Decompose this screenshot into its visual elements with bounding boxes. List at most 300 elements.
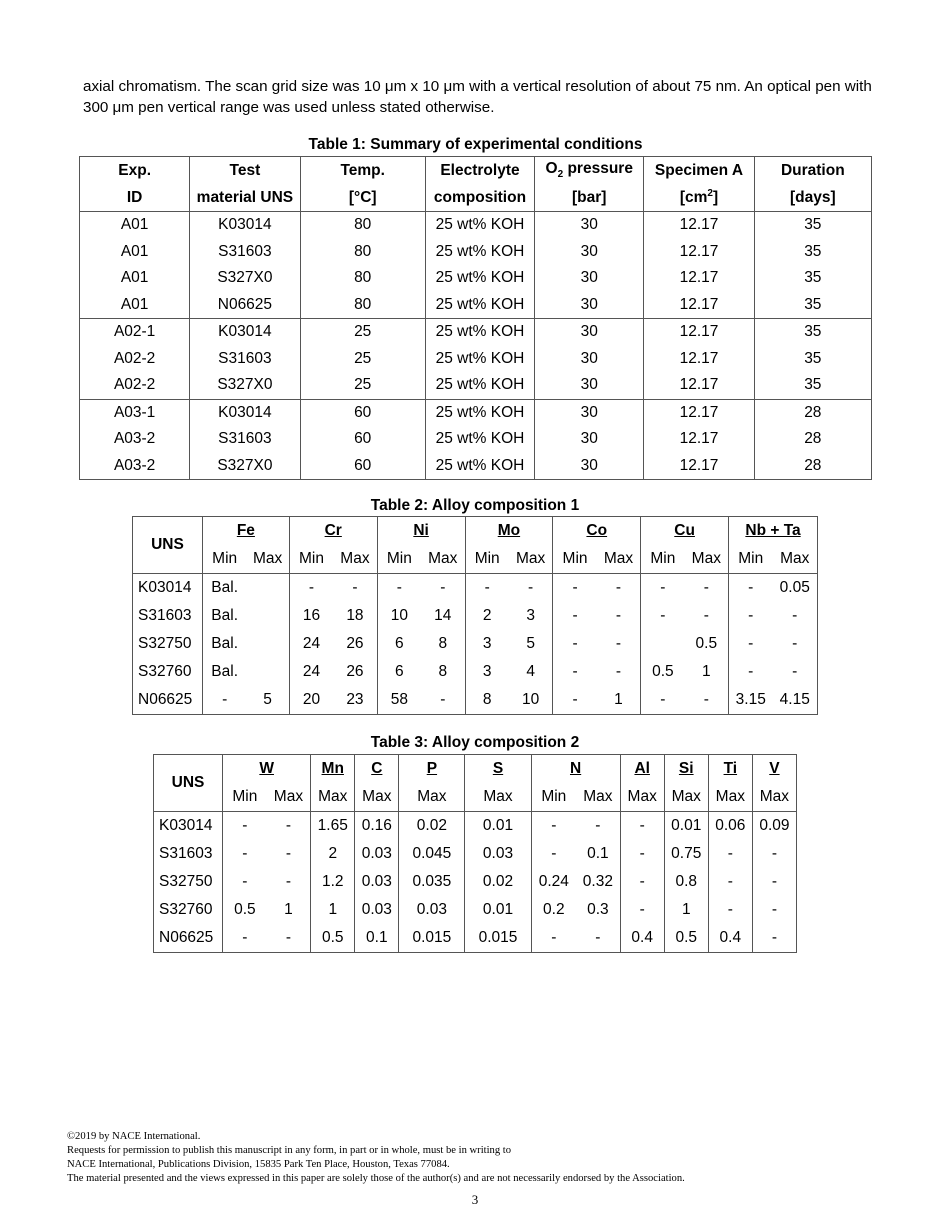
table-cell: - (615, 607, 622, 624)
table-cell: 0.5 (664, 924, 708, 953)
table-cell: - (553, 658, 597, 686)
element-header: Mn (311, 755, 355, 784)
table-row (80, 319, 872, 346)
table-cell: 60 (300, 453, 425, 480)
table-cell: 0.045 (399, 840, 465, 868)
table-cell: 0.03 (355, 868, 399, 896)
sub-header: Max (311, 783, 355, 812)
header-cell-o2: $O_2$ pressure (535, 157, 644, 185)
table-cell: 0.02 (465, 868, 531, 896)
table-cell: - (352, 579, 358, 596)
max-header: Max (515, 550, 546, 567)
table-cell: A01 (80, 265, 190, 292)
table-cell: 0.05 (779, 579, 810, 596)
table-cell: 23 (346, 691, 364, 708)
max-header: Max (691, 550, 721, 567)
table-cell: 1.65 (311, 812, 355, 841)
table-cell: 5 (263, 691, 272, 708)
table-cell: 0.01 (465, 812, 531, 841)
table-cell: 1 (702, 663, 711, 680)
table-cell: 25 wt% KOH (425, 292, 534, 319)
header-cell-area: $[cm^2]$ (644, 184, 754, 212)
table-cell: 0.035 (399, 868, 465, 896)
table-cell: - (595, 929, 601, 946)
table-row (133, 630, 818, 658)
table-cell (246, 630, 289, 658)
table-cell: - (729, 630, 773, 658)
table-cell: - (223, 840, 267, 868)
table-cell: 30 (535, 319, 644, 346)
page-number: 3 (471, 1192, 479, 1207)
table-cell: 0.32 (582, 873, 613, 890)
table-row (80, 346, 872, 373)
max-header: Max (603, 550, 634, 567)
table-cell: - (285, 845, 292, 862)
table-cell: - (440, 691, 446, 708)
intro-paragraph: axial chromatism. The scan grid size was 10 μm x 10 μm with a vertical resolution of about 75 nm. An optical pen with 300 μm pen vertical range was used unless stated otherwise. (83, 78, 872, 116)
table-cell: S327X0 (190, 372, 300, 399)
table-cell: 25 wt% KOH (425, 426, 534, 453)
table-cell: 18 (346, 607, 364, 624)
table-cell: 5 (526, 635, 535, 652)
table-row (80, 399, 872, 426)
table-cell: - (553, 630, 597, 658)
element-header: Cu (641, 517, 729, 546)
table-cell: - (528, 579, 534, 596)
table-cell: 0.3 (587, 901, 609, 918)
table-cell: Bal. (202, 658, 246, 686)
table-cell: 30 (535, 372, 644, 399)
table-cell: - (615, 635, 622, 652)
table-cell: 0.2 (531, 896, 576, 924)
table-cell: 1 (311, 896, 355, 924)
table-row (80, 292, 872, 319)
table-cell: - (615, 579, 622, 596)
alloy-composition-1-table (132, 516, 818, 715)
table-cell: 12.17 (644, 453, 754, 480)
table-cell: 0.01 (664, 812, 708, 841)
table-cell: 80 (300, 212, 425, 239)
table-cell: 2 (465, 602, 509, 630)
table-cell: 30 (535, 212, 644, 239)
table-cell: 35 (754, 212, 871, 239)
element-header: S (465, 755, 531, 784)
table-cell: 1 (284, 901, 293, 918)
element-header: Co (553, 517, 641, 546)
element-header: V (752, 755, 796, 784)
table-cell: - (703, 579, 709, 596)
table-cell: 8 (465, 686, 509, 715)
uns-header: UNS (133, 517, 203, 574)
table-cell: 0.5 (311, 924, 355, 953)
min-header: Min (202, 545, 246, 574)
table-cell: S31603 (190, 346, 300, 373)
min-header: Min (465, 545, 509, 574)
table-cell: 0.75 (664, 840, 708, 868)
table-cell: 12.17 (644, 319, 754, 346)
table-row (133, 686, 818, 715)
table-row (80, 453, 872, 480)
table-row (133, 602, 818, 630)
table-cell: K03014 (190, 399, 300, 426)
header-cell: [°C] (300, 184, 425, 212)
experimental-conditions-table (79, 156, 872, 480)
table-cell: 3 (526, 607, 535, 624)
table-cell: - (223, 812, 267, 841)
table-cell: A01 (80, 292, 190, 319)
table-cell: N06625 (190, 292, 300, 319)
max-header: Max (780, 550, 810, 567)
table-cell: 0.03 (465, 840, 531, 868)
element-header: Nb + Ta (729, 517, 818, 546)
table-cell: 16 (289, 602, 333, 630)
table-cell: - (440, 579, 446, 596)
table-cell: 6 (377, 658, 421, 686)
element-header: W (223, 755, 311, 784)
table-cell: - (620, 812, 664, 841)
table-cell: 0.03 (355, 840, 399, 868)
table-cell: - (553, 686, 597, 715)
table-cell: - (465, 574, 509, 603)
uns-cell: K03014 (133, 574, 203, 603)
table-cell: - (703, 691, 709, 708)
table-cell: - (703, 607, 709, 624)
element-header: Al (620, 755, 664, 784)
table-cell: - (595, 817, 601, 834)
table-cell: S327X0 (190, 265, 300, 292)
table-cell: - (641, 686, 685, 715)
table-cell: - (615, 663, 622, 680)
sub-header: Max (752, 783, 796, 812)
table-cell: - (792, 607, 798, 624)
table-cell: - (285, 929, 292, 946)
alloy-composition-2-table (153, 754, 797, 953)
footer-line: NACE International, Publications Division, 15835 Park Ten Place, Houston, Texas 77084. (67, 1159, 450, 1170)
table-row (80, 212, 872, 239)
table-cell: 0.1 (355, 924, 399, 953)
table-cell: 10 (522, 691, 540, 708)
element-header: Cr (289, 517, 377, 546)
table-cell: - (553, 602, 597, 630)
table-cell: 12.17 (644, 372, 754, 399)
table-cell: Bal. (202, 630, 246, 658)
table-cell: 0.16 (355, 812, 399, 841)
table-cell: 25 wt% KOH (425, 399, 534, 426)
min-header: Min (377, 545, 421, 574)
table-cell: 4.15 (779, 691, 810, 708)
table-cell: 20 (289, 686, 333, 715)
table3-subheader-row (154, 783, 797, 812)
table-row (154, 840, 797, 868)
table-cell: 0.4 (708, 924, 752, 953)
table-cell: - (531, 924, 576, 953)
min-header: Min (553, 545, 597, 574)
table-cell: 25 wt% KOH (425, 239, 534, 266)
element-header: Ni (377, 517, 465, 546)
max-header: Max (340, 550, 370, 567)
element-header: C (355, 755, 399, 784)
table-cell: A03-2 (80, 453, 190, 480)
sub-header: Max (465, 783, 531, 812)
table-cell: 0.8 (664, 868, 708, 896)
table1-header-row (80, 184, 872, 212)
table-row (154, 868, 797, 896)
table-cell: A01 (80, 212, 190, 239)
table-cell: - (752, 840, 796, 868)
header-cell: [days] (754, 184, 871, 212)
table-cell: 25 wt% KOH (425, 372, 534, 399)
header-cell: Test (190, 157, 300, 185)
table-cell: 60 (300, 399, 425, 426)
sub-header: Max (355, 783, 399, 812)
table-cell: 35 (754, 239, 871, 266)
table-row (80, 265, 872, 292)
table-cell: S31603 (190, 426, 300, 453)
header-cell: composition (425, 184, 534, 212)
uns-cell: N06625 (133, 686, 203, 715)
table-cell: 1 (614, 691, 623, 708)
header-cell: [bar] (535, 184, 644, 212)
table-cell: - (531, 812, 576, 841)
table-cell: 0.06 (708, 812, 752, 841)
table-cell: 28 (754, 453, 871, 480)
table1-caption: Table 1: Summary of experimental conditions (308, 136, 643, 153)
table-row (154, 812, 797, 841)
table-cell: - (223, 868, 267, 896)
header-cell: Duration (754, 157, 871, 185)
table-cell: 35 (754, 319, 871, 346)
table-cell: 80 (300, 239, 425, 266)
table-cell: S327X0 (190, 453, 300, 480)
table-cell: - (729, 574, 773, 603)
min-header: Min (729, 545, 773, 574)
header-cell: ID (80, 184, 190, 212)
table-cell (641, 630, 685, 658)
sub-header: Max (708, 783, 752, 812)
table-cell: 60 (300, 426, 425, 453)
table-cell: 0.5 (223, 896, 267, 924)
table2-caption: Table 2: Alloy composition 1 (370, 497, 580, 514)
header-cell: Exp. (80, 157, 190, 185)
table-cell: 0.02 (399, 812, 465, 841)
table-cell: 25 wt% KOH (425, 346, 534, 373)
table-row (80, 372, 872, 399)
table-cell: 25 wt% KOH (425, 265, 534, 292)
table-cell: A03-2 (80, 426, 190, 453)
table-cell: - (752, 896, 796, 924)
table-cell: - (285, 873, 292, 890)
table3-caption: Table 3: Alloy composition 2 (370, 734, 580, 751)
table-cell (246, 658, 289, 686)
table2-element-row (133, 517, 818, 546)
table-cell: 25 wt% KOH (425, 319, 534, 346)
element-header: Fe (202, 517, 289, 546)
footer-line: The material presented and the views expressed in this paper are solely those of the author(s) and are not necessarily endorsed by the Association. (67, 1173, 685, 1184)
sub-header: Max (664, 783, 708, 812)
table-cell: - (708, 840, 752, 868)
table-cell: 0.24 (531, 868, 576, 896)
table-cell: 6 (377, 630, 421, 658)
table-cell: Bal. (202, 602, 246, 630)
table-cell: 0.1 (587, 845, 609, 862)
table-cell: 2 (311, 840, 355, 868)
table-cell: - (708, 896, 752, 924)
uns-cell: S32760 (133, 658, 203, 686)
element-header: Mo (465, 517, 553, 546)
table-cell: 28 (754, 399, 871, 426)
sub-header: Max (399, 783, 465, 812)
table-cell: 1.2 (311, 868, 355, 896)
table-cell: 3 (465, 658, 509, 686)
table-cell: 0.09 (752, 812, 796, 841)
table-row (154, 896, 797, 924)
max-header: Max (252, 550, 283, 567)
uns-cell: N06625 (154, 924, 223, 953)
copyright-footer (67, 1130, 887, 1186)
uns-header: UNS (154, 755, 223, 812)
table-cell: 0.01 (465, 896, 531, 924)
element-header: Ti (708, 755, 752, 784)
table-cell: 1 (664, 896, 708, 924)
table-cell: 80 (300, 292, 425, 319)
table-cell: - (792, 663, 798, 680)
table-cell: 30 (535, 239, 644, 266)
footer-line: Requests for permission to publish this manuscript in any form, in part or in whole, must be in writing to (67, 1145, 512, 1156)
table-cell: - (620, 896, 664, 924)
table-cell: 58 (377, 686, 421, 715)
table-cell: 25 wt% KOH (425, 212, 534, 239)
table-cell: K03014 (190, 319, 300, 346)
min-header: Min (641, 545, 685, 574)
table-cell: - (752, 868, 796, 896)
table-cell: A01 (80, 239, 190, 266)
table-cell: 3 (465, 630, 509, 658)
table-cell: 0.5 (695, 635, 718, 652)
min-header: Min (289, 545, 333, 574)
table-cell: 0.015 (399, 924, 465, 953)
table-cell: Bal. (202, 574, 246, 603)
table-cell: 10 (377, 602, 421, 630)
table-cell: 30 (535, 265, 644, 292)
table-cell: - (620, 840, 664, 868)
element-header: Si (664, 755, 708, 784)
table-cell: 12.17 (644, 346, 754, 373)
table-cell: - (729, 658, 773, 686)
sub-header: Max (620, 783, 664, 812)
sub-header: Min (223, 783, 267, 812)
table-row (154, 924, 797, 953)
table-cell: - (752, 924, 796, 953)
table-cell: 14 (434, 607, 452, 624)
table-cell: - (289, 574, 333, 603)
uns-cell: S32750 (133, 630, 203, 658)
sub-header: Max (273, 788, 304, 805)
table-cell: 25 (300, 319, 425, 346)
footer-line: ©2019 by NACE International. (67, 1131, 201, 1142)
table-cell: 12.17 (644, 212, 754, 239)
table-cell: 30 (535, 346, 644, 373)
table-cell: - (202, 686, 246, 715)
table2-minmax-row (133, 545, 818, 574)
table-cell: 12.17 (644, 399, 754, 426)
table-cell: 12.17 (644, 426, 754, 453)
table-cell: - (641, 602, 685, 630)
table-cell: - (223, 924, 267, 953)
table-cell: 12.17 (644, 292, 754, 319)
table-cell (246, 574, 289, 603)
header-cell: material UNS (190, 184, 300, 212)
table-cell: 26 (346, 663, 364, 680)
header-cell: Temp. (300, 157, 425, 185)
uns-cell: S31603 (133, 602, 203, 630)
table-cell: K03014 (190, 212, 300, 239)
table-cell: - (531, 840, 576, 868)
table3-element-row (154, 755, 797, 784)
table-cell: 30 (535, 426, 644, 453)
table-cell: - (708, 868, 752, 896)
sub-header: Min (531, 783, 576, 812)
table-cell: 0.03 (399, 896, 465, 924)
max-header: Max (428, 550, 458, 567)
table-cell: 12.17 (644, 265, 754, 292)
element-header: P (399, 755, 465, 784)
table-cell: 8 (438, 635, 448, 652)
table-cell: - (792, 635, 798, 652)
table-cell: 0.015 (465, 924, 531, 953)
table-cell: A03-1 (80, 399, 190, 426)
table-cell: 80 (300, 265, 425, 292)
table-row (133, 574, 818, 603)
table-row (80, 239, 872, 266)
table-cell: 25 (300, 372, 425, 399)
table-cell: 30 (535, 399, 644, 426)
table-cell: - (620, 868, 664, 896)
uns-cell: S32750 (154, 868, 223, 896)
table-cell: A02-2 (80, 346, 190, 373)
table-cell: 0.03 (355, 896, 399, 924)
table-cell: S31603 (190, 239, 300, 266)
table-cell: 12.17 (644, 239, 754, 266)
table-cell: 8 (438, 663, 448, 680)
sub-header: Max (583, 788, 613, 805)
table-cell: - (285, 817, 292, 834)
table-cell: A02-2 (80, 372, 190, 399)
uns-cell: S31603 (154, 840, 223, 868)
table-cell: - (553, 574, 597, 603)
table-cell: 30 (535, 453, 644, 480)
table-cell: - (377, 574, 421, 603)
table-cell: 28 (754, 426, 871, 453)
table-cell: 24 (289, 630, 333, 658)
table-row (80, 426, 872, 453)
table-cell: 24 (289, 658, 333, 686)
table1-header-row (80, 157, 872, 185)
table-cell: 35 (754, 372, 871, 399)
table-cell: 35 (754, 265, 871, 292)
uns-cell: K03014 (154, 812, 223, 841)
table-cell: 0.4 (620, 924, 664, 953)
table-cell: 26 (346, 635, 364, 652)
table-cell (246, 602, 289, 630)
table-cell: 35 (754, 292, 871, 319)
header-cell: Specimen A (644, 157, 754, 185)
table-cell: - (641, 574, 685, 603)
table-cell: 30 (535, 292, 644, 319)
header-cell: Electrolyte (425, 157, 534, 185)
element-header: N (531, 755, 620, 784)
table-cell: 25 wt% KOH (425, 453, 534, 480)
table-row (133, 658, 818, 686)
